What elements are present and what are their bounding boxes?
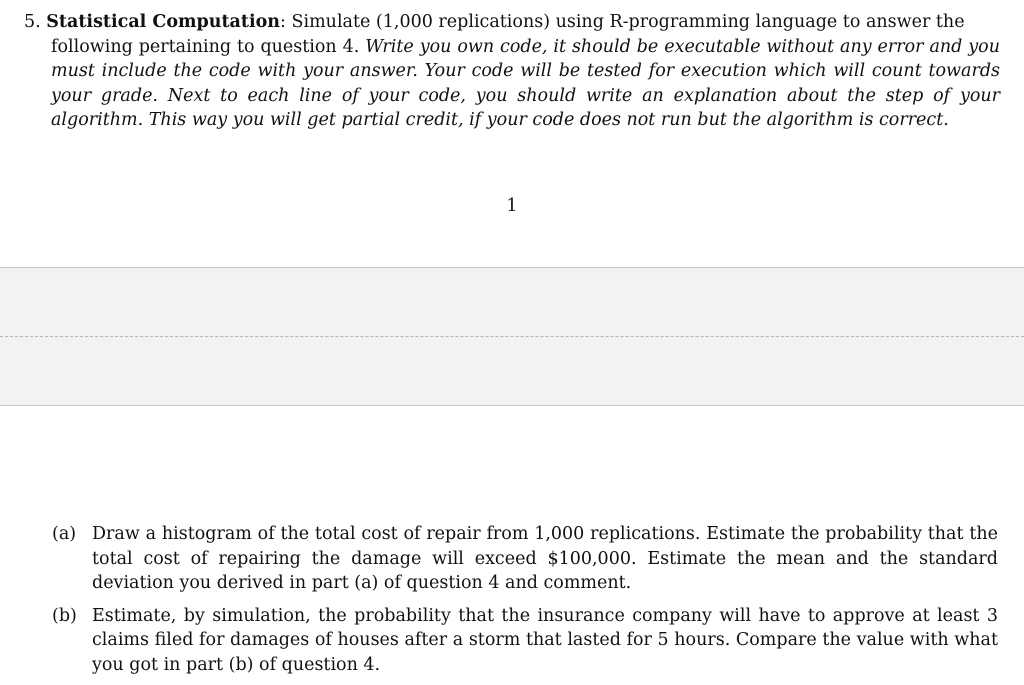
part-a — [52, 522, 998, 596]
page-break — [0, 267, 1024, 406]
question-heading: Statistical Computation — [46, 12, 281, 32]
question-intro-continued: following pertaining to question 4. — [51, 36, 366, 57]
question-intro: Simulate (1,000 replications) using R-programming language to answer the — [285, 12, 965, 32]
page-number: 1 — [506, 196, 518, 216]
part-text: Draw a histogram of the total cost of repair from 1,000 replications. Estimate the probability that the total cost of repairing the damage will exceed $100,000. Estimate the mean and the standard deviation you derived in part (a) of question 4 and comment. — [92, 524, 998, 593]
part-text: Estimate, by simulation, the probability that the insurance company will have to approve at least 3 claims filed for damages of houses after a storm that lasted for 5 hours. Compare the value with what you got in part (b) of question 4. — [92, 605, 998, 675]
question-first-line — [24, 10, 1000, 35]
question-heading-suffix: : — [280, 12, 286, 32]
question-parts — [52, 522, 998, 685]
question-continuation — [24, 35, 1000, 133]
question-instructions: Write you own code, it should be executable without any error and you must include the code with your answer. Your code will be tested for execution which will count towards your grade. Next to each line of your code, you should write an explanation about the step of your algorithm. This way you will get partial credit, if your code does not run but the algorithm is correct. — [51, 36, 1000, 130]
part-label: (b) — [52, 605, 77, 626]
part-label: (a) — [52, 524, 77, 544]
page-break-divider — [0, 336, 1024, 337]
part-b — [52, 604, 998, 678]
question-number: 5. — [24, 12, 41, 32]
question-5 — [24, 10, 1000, 133]
